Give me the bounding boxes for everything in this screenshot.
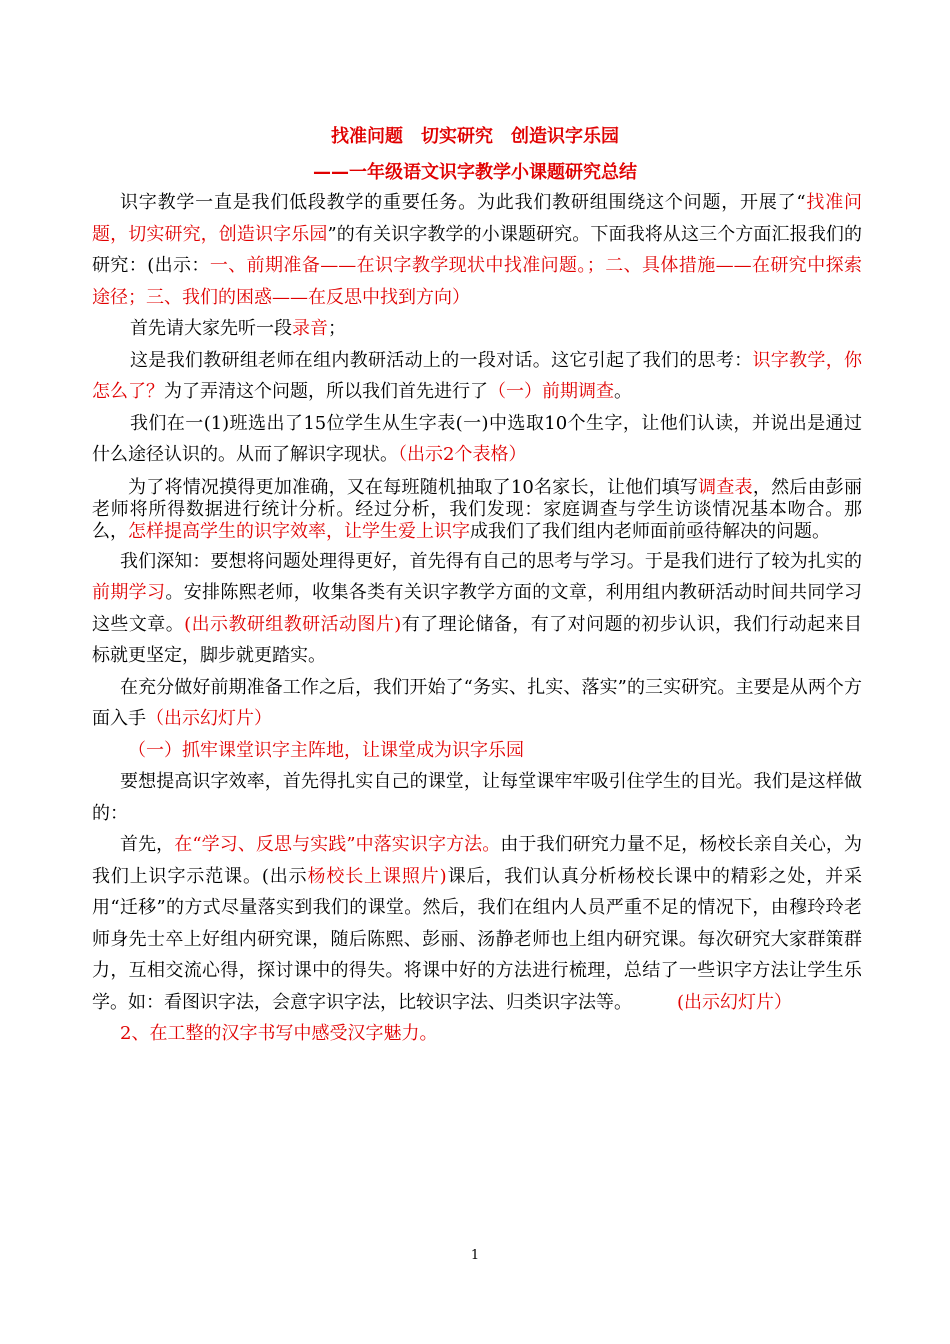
text-run: 。 xyxy=(614,381,632,402)
highlight-outline: 一、前期准备——在识字教学现状中找准问题。；二、具体措施——在研究中探索途径；三、我们的困惑——在反思中找到方向） xyxy=(92,255,862,308)
text-run: 首先请大家先听一段 xyxy=(130,318,292,339)
highlight-recording: 录音 xyxy=(292,318,328,339)
highlight-slides: (出示幻灯片） xyxy=(677,991,793,1013)
highlight-tables: （出示2个表格） xyxy=(398,444,527,465)
text-run: 在充分做好前期准备工作之后，我们开始了“务实、扎实、落实”的三实研究。主要是从两个方面入手 xyxy=(92,676,862,729)
text-run: 识字教学一直是我们低段教学的重要任务。为此我们教研组围绕这个问题，开展了“ xyxy=(120,192,806,213)
paragraph-recording xyxy=(92,313,862,345)
highlight-principal-photo: 杨校长上课照片) xyxy=(307,865,447,887)
paragraph-efficiency: 要想提高识字效率，首先得扎实自己的课堂，让每堂课牢牢吸引住学生的目光。我们是这样做的： xyxy=(92,771,862,824)
document-title: 找准问题 切实研究 创造识字乐园 xyxy=(331,126,619,147)
highlight-questionnaire: 调查表 xyxy=(698,476,753,498)
document-body xyxy=(92,187,862,1050)
text-run: 。安排陈熙老师，收集各类有关识字教学方面的文章，利用组内教研活动时间共同学习这些文章。 xyxy=(92,582,863,635)
paragraph-students xyxy=(92,408,862,471)
highlight-slides: （出示幻灯片） xyxy=(146,708,272,729)
paragraph-methods xyxy=(92,829,862,1018)
highlight-topic: 找准问题，切实研究，创造识字乐园 xyxy=(92,192,863,245)
text-run: 由于我们研究力量不足，杨校长亲自关心，为我们上识字示范课。(出示 xyxy=(92,834,863,887)
highlight-survey: （一）前期调查 xyxy=(488,381,614,402)
highlight-study: 前期学习 xyxy=(92,582,166,603)
highlight-question: 识字教学，你怎么了？ xyxy=(92,349,863,402)
section-heading-classroom: （一）抓牢课堂识字主阵地，让课堂成为识字乐园 xyxy=(128,739,524,761)
text-run: ”的有关识字教学的小课题研究。下面我将从这三个方面汇报我们的研究：(出示： xyxy=(92,223,862,276)
text-run: 我们深知：要想将问题处理得更好，首先得有自己的思考与学习。于是我们进行了较为扎实的 xyxy=(120,550,862,572)
text-run: 为了将情况摸得更加准确，又在每班随机抽取了10名家长，让他们填写 xyxy=(128,476,699,498)
text-run: 首先， xyxy=(120,834,175,855)
highlight-photos: (出示教研组教研活动图片) xyxy=(184,613,402,635)
page-number: 1 xyxy=(470,1248,480,1263)
text-run: ； xyxy=(328,318,346,339)
paragraph-study xyxy=(92,546,862,672)
paragraph-dialogue xyxy=(92,345,862,408)
highlight-goal: 怎样提高学生的识字效率，让学生爱上识字 xyxy=(128,520,470,542)
text-run: 成我们了我们组内老师面前亟待解决的问题。 xyxy=(470,520,830,542)
text-run: 有了理论储备，有了对问题的初步认识，我们行动起来目标就更坚定，脚步就更踏实。 xyxy=(92,613,863,666)
document-subtitle: ——一年级语文识字教学小课题研究总结 xyxy=(313,162,637,183)
text-run: 课后，我们认真分析杨校长课中的精彩之处，并采用“迁移”的方式尽量落实到我们的课堂。然后，我们在组内人员严重不足的情况下，由穆玲玲老师身先士卒上好组内研究课，随后陈熙、彭丽、汤静老师也上组内研究课。每次研究大家群策群力，互相交流心得，探讨课中的得失。将课中好的方法进行梳理，总结了一些识字方法让学生乐学。如：看图识字法，会意字识字法，比较识字法、归类识字法等。 xyxy=(92,865,863,1013)
text-run: 我们在一(1)班选出了15位学生从生字表(一)中选取10个生字，让他们认读，并说出是通过什么途径认识的。从而了解识字现状。 xyxy=(92,412,862,465)
highlight-methods: 在“学习、反思与实践”中落实识字方法。 xyxy=(174,834,501,855)
text-run: 为了弄清这个问题，所以我们首先进行了 xyxy=(164,381,488,402)
section-heading-writing: 2、在工整的汉字书写中感受汉字魅力。 xyxy=(120,1023,438,1044)
text-run: ，然后由彭丽老师将所得数据进行统计分析。经过分析，我们发现：家庭调查与学生访谈情况基本吻合。那么， xyxy=(92,476,863,542)
paragraph-parents xyxy=(92,477,862,543)
paragraph-intro xyxy=(92,187,862,313)
paragraph-research xyxy=(92,672,862,735)
text-run: 这是我们教研组老师在组内教研活动上的一段对话。这它引起了我们的思考： xyxy=(130,349,753,371)
